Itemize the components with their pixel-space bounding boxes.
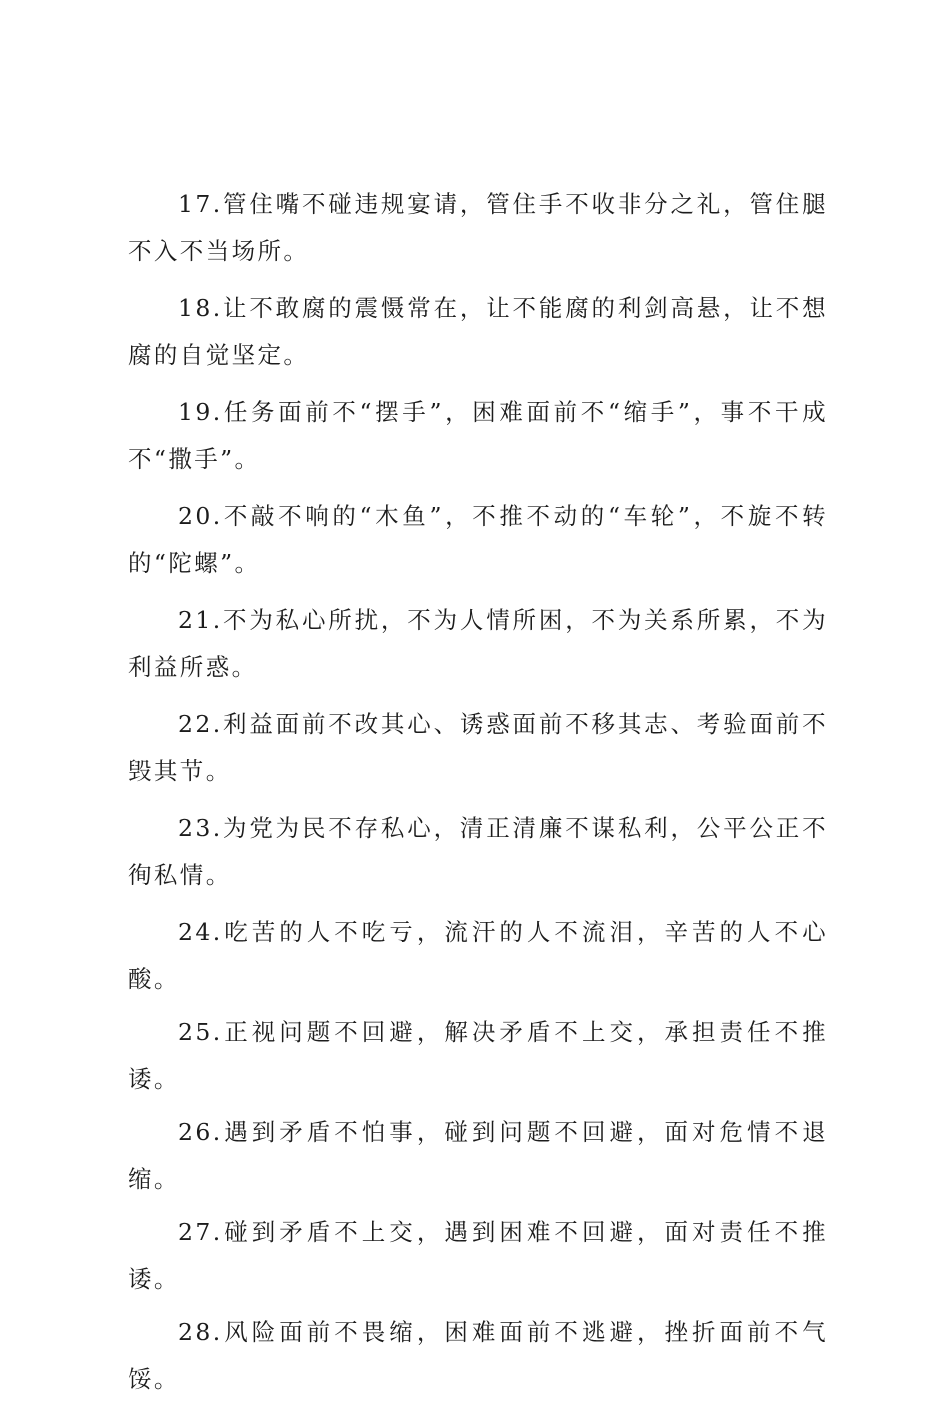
slogan-list — [128, 181, 828, 1409]
slogan-item-22: 22.利益面前不改其心、诱惑面前不移其志、考验面前不毁其节。 — [128, 710, 828, 785]
slogan-item-18: 18.让不敢腐的震慑常在，让不能腐的利剑高悬，让不想腐的自觉坚定。 — [128, 294, 828, 369]
slogan-item-27: 27.碰到矛盾不上交，遇到困难不回避，面对责任不推诿。 — [128, 1218, 828, 1293]
slogan-item-28: 28.风险面前不畏缩，困难面前不逃避，挫折面前不气馁。 — [128, 1318, 828, 1393]
slogan-item-26: 26.遇到矛盾不怕事，碰到问题不回避，面对危情不退缩。 — [128, 1118, 828, 1193]
slogan-item-20: 20.不敲不响的“木鱼”，不推不动的“车轮”，不旋不转的“陀螺”。 — [128, 502, 828, 577]
slogan-item-19: 19.任务面前不“摆手”，困难面前不“缩手”，事不干成不“撒手”。 — [128, 398, 828, 473]
slogan-item-17: 17.管住嘴不碰违规宴请，管住手不收非分之礼，管住腿不入不当场所。 — [128, 190, 828, 265]
slogan-item-23: 23.为党为民不存私心，清正清廉不谋私利，公平公正不徇私情。 — [128, 814, 828, 889]
slogan-item-25: 25.正视问题不回避，解决矛盾不上交，承担责任不推诿。 — [128, 1018, 828, 1093]
slogan-item-24: 24.吃苦的人不吃亏，流汗的人不流泪，辛苦的人不心酸。 — [128, 918, 828, 993]
slogan-item-21: 21.不为私心所扰，不为人情所困，不为关系所累，不为利益所惑。 — [128, 606, 828, 681]
